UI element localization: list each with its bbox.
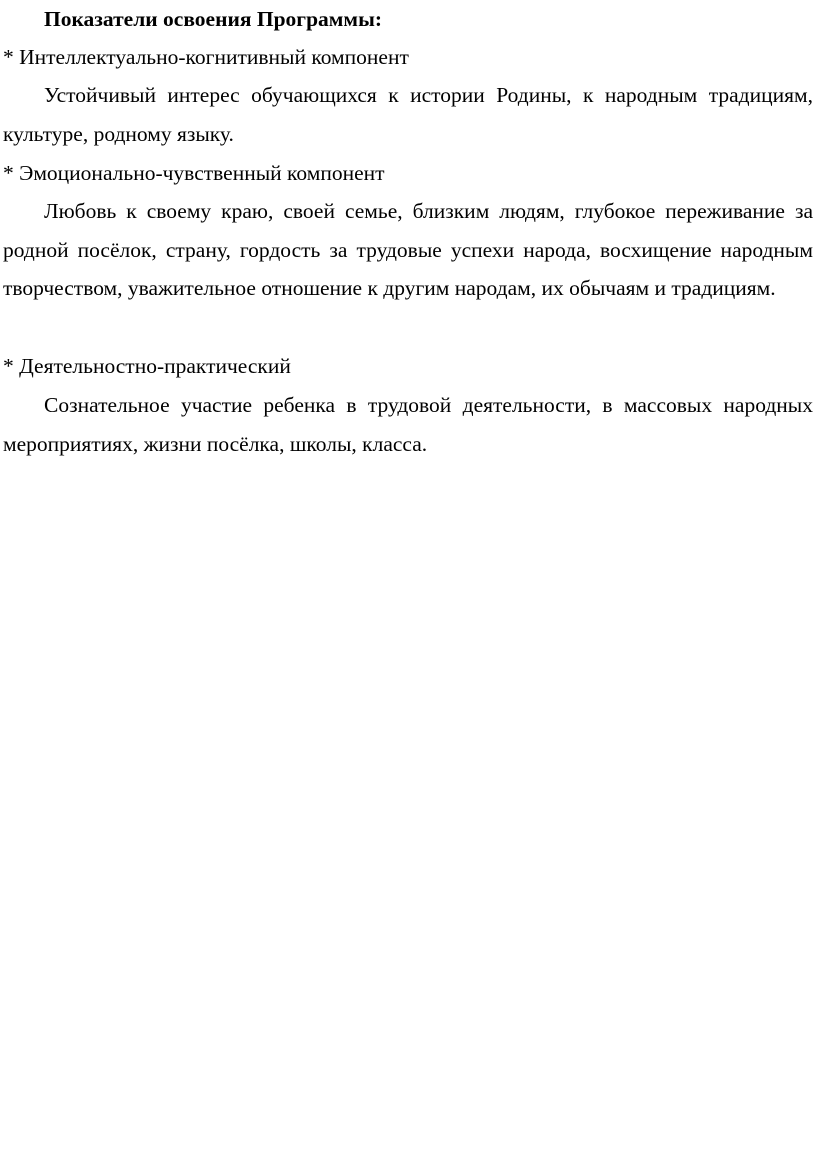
section-text-activity-practical: Сознательное участие ребенка в трудовой деятельности, в массовых народных мероприятиях, жизни посёлка, школы, класса. xyxy=(3,393,813,456)
section-text-emotional-sensory: Любовь к своему краю, своей семье, близким людям, глубокое переживание за родной посёлок, страну, гордость за трудовые успехи народа, восхищение народным творчеством, уважительное отношение к другим народам, их обычаям и традициям. xyxy=(3,199,813,300)
section-heading-intellectual-cognitive: * Интеллектуально-когнитивный компонент xyxy=(3,45,409,69)
section-text-intellectual-cognitive: Устойчивый интерес обучающихся к истории Родины, к народным традициям, культуре, родному языку. xyxy=(3,83,813,146)
section-heading-emotional-sensory: * Эмоционально-чувственный компонент xyxy=(3,161,385,185)
section-heading-activity-practical: * Деятельностно-практический xyxy=(3,354,291,378)
document-title: Показатели освоения Программы: xyxy=(44,7,383,31)
